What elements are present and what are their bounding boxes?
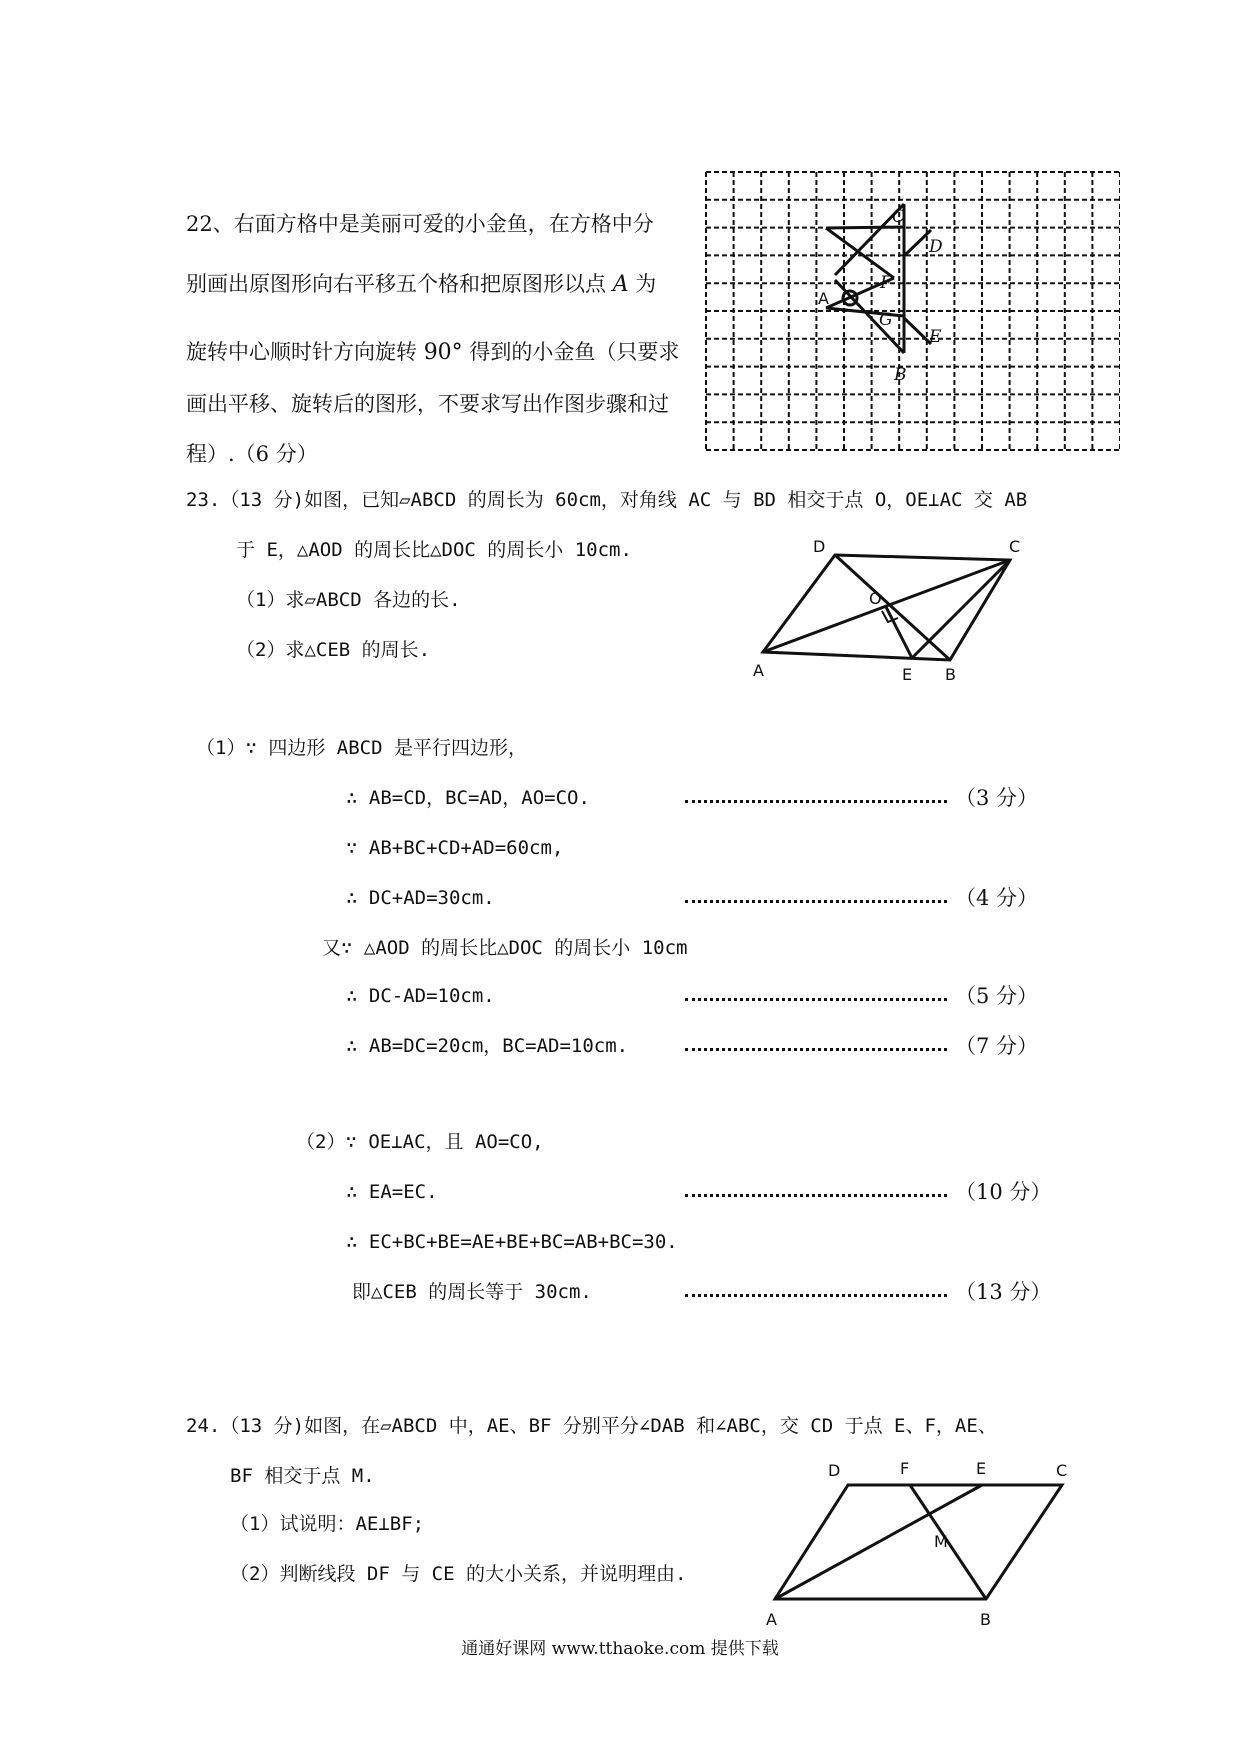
- fish-line-ge: [904, 318, 931, 344]
- solution-part2-line-3: ∴ EC+BC+BE=AE+BE+BC=AB+BC=30.: [346, 1231, 678, 1253]
- q24-parallelogram-figure: [750, 1455, 1080, 1630]
- score-3: （3 分）: [955, 786, 1039, 810]
- page-footer: 通通好课网 www.tthaoke.com 提供下载: [461, 1639, 779, 1659]
- parallelogram-abcd: [775, 1485, 1062, 1599]
- bisector-ae: [775, 1485, 982, 1599]
- q22-line-2-text-b: 为: [635, 272, 657, 296]
- solution-line-4: ∴ DC+AD=30cm.: [346, 887, 495, 909]
- solution-line-7: ∴ AB=DC=20cm，BC=AD=10cm.: [346, 1035, 629, 1057]
- solution-line-1: （1）∵ 四边形 ABCD 是平行四边形，: [196, 737, 527, 759]
- q22-line-3-text-b: 得到的小金鱼（只要求: [469, 340, 680, 364]
- label-f: F: [880, 273, 892, 293]
- q23-part-2: （2）求△CEB 的周长.: [236, 639, 431, 661]
- label-o: O: [869, 589, 882, 608]
- label-f: F: [900, 1459, 910, 1478]
- dot-leader: [685, 1044, 947, 1051]
- q24-part-1: （1）试说明：AE⊥BF;: [230, 1513, 425, 1535]
- solution-part2-line-2: ∴ EA=EC.: [346, 1181, 438, 1203]
- label-b: B: [980, 1610, 991, 1629]
- solution-line-3: ∵ AB+BC+CD+AD=60cm,: [346, 837, 564, 859]
- label-c: C: [1009, 537, 1021, 556]
- q24-line-2: BF 相交于点 M.: [230, 1465, 375, 1487]
- label-d: D: [828, 1461, 841, 1480]
- q22-angle: 90°: [423, 340, 463, 365]
- label-d: D: [813, 537, 826, 556]
- solution-line-5: 又∵ △AOD 的周长比△DOC 的周长小 10cm: [322, 937, 688, 959]
- dot-leader: [685, 796, 947, 803]
- q22-line-3-text-a: 旋转中心顺时针方向旋转: [186, 340, 417, 364]
- q24-line-1: 24.（13 分)如图，在▱ABCD 中，AE、BF 分别平分∠DAB 和∠ABC，交 CD 于点 E、F，AE、: [186, 1415, 997, 1437]
- label-c: C: [892, 207, 906, 227]
- q24-part-2: （2）判断线段 DF 与 CE 的大小关系，并说明理由.: [230, 1563, 687, 1585]
- q22-line-3: [186, 338, 679, 367]
- label-a: A: [818, 289, 829, 308]
- label-b: B: [945, 665, 956, 684]
- score-7: （7 分）: [955, 1034, 1039, 1058]
- label-e: E: [902, 665, 913, 684]
- label-c: C: [1056, 1461, 1068, 1480]
- label-b: B: [894, 365, 907, 385]
- solution-part2-line-4: 即△CEB 的周长等于 30cm.: [352, 1281, 592, 1303]
- q22-line-2: [186, 270, 656, 299]
- q23-part-1: （1）求▱ABCD 各边的长.: [236, 589, 461, 611]
- label-a: A: [753, 661, 764, 680]
- label-e: E: [976, 1459, 987, 1478]
- score-10: （10 分）: [955, 1180, 1052, 1204]
- label-d: D: [929, 237, 943, 257]
- q23-parallelogram-figure: [745, 530, 1045, 690]
- dot-leader: [685, 896, 947, 903]
- q22-line-4: 画出平移、旋转后的图形，不要求写出作图步骤和过: [186, 392, 669, 416]
- q23-line-2: 于 E，△AOD 的周长比△DOC 的周长小 10cm.: [236, 539, 632, 561]
- q22-line-1: 22、右面方格中是美丽可爱的小金鱼，在方格中分: [186, 212, 654, 236]
- q23-line-1: 23.（13 分)如图，已知▱ABCD 的周长为 60cm，对角线 AC 与 BD 相交于点 O，OE⊥AC 交 AB: [186, 489, 1028, 511]
- label-a: A: [766, 1610, 777, 1629]
- diagonal-bd: [835, 555, 950, 660]
- q22-line-5: 程）.（6 分）: [186, 442, 318, 466]
- solution-line-2: ∴ AB=CD，BC=AD，AO=CO.: [346, 787, 590, 809]
- label-g: G: [879, 310, 893, 330]
- q22-line-2-text-a: 别画出原图形向右平移五个格和把原图形以点: [186, 272, 606, 296]
- score-13: （13 分）: [955, 1280, 1052, 1304]
- label-m: M: [934, 1532, 948, 1551]
- dot-leader: [685, 994, 947, 1001]
- label-e: E: [929, 327, 942, 347]
- score-4: （4 分）: [955, 886, 1039, 910]
- score-5: （5 分）: [955, 984, 1039, 1008]
- dot-leader: [685, 1290, 947, 1297]
- q22-point-a: A: [612, 272, 629, 297]
- dot-leader: [685, 1190, 947, 1197]
- q22-grid-figure: [704, 170, 1120, 452]
- goldfish-shape: [826, 204, 931, 353]
- fish-line-c: [826, 227, 904, 228]
- solution-part2-line-1: （2）∵ OE⊥AC，且 AO=CO,: [296, 1131, 544, 1153]
- grid-lines: [706, 172, 1120, 450]
- fish-line-a-c: [826, 228, 894, 278]
- solution-line-6: ∴ DC-AD=10cm.: [346, 985, 495, 1007]
